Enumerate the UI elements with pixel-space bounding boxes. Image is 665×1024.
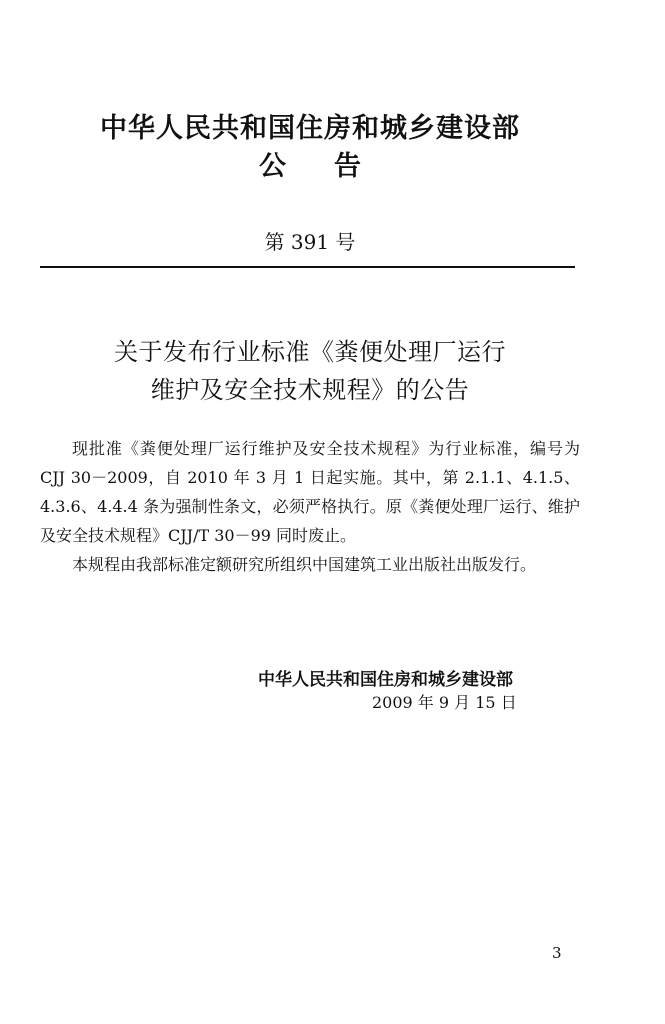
announcement-title-line-2: 维护及安全技术规程》的公告 [150,376,470,404]
page-number: 3 [552,944,562,962]
announcement-body [40,434,580,579]
issuing-ministry: 中华人民共和国住房和城乡建设部 [100,113,520,144]
header-divider [40,266,575,268]
document-type: 公告 [259,151,409,182]
body-paragraph: 现批准《粪便处理厂运行维护及安全技术规程》为行业标准，编号为 CJJ 30－2009，自 2010 年 3 月 1 日起实施。其中，第 2.1.1、4.1.5、4.3.6、4.4.4 条为强制性条文，必须严格执行。原《粪便处理厂运行、维护及安全技术规程》CJJ/T 30－99 同时废止。 [40,439,580,545]
bulletin-number: 第 391 号 [264,230,356,254]
signature-date: 2009 年 9 月 15 日 [372,693,517,712]
signature-organization: 中华人民共和国住房和城乡建设部 [258,670,513,690]
announcement-title-line-1: 关于发布行业标准《粪便处理厂运行 [114,338,506,366]
body-paragraph: 本规程由我部标准定额研究所组织中国建筑工业出版社出版发行。 [72,555,537,574]
